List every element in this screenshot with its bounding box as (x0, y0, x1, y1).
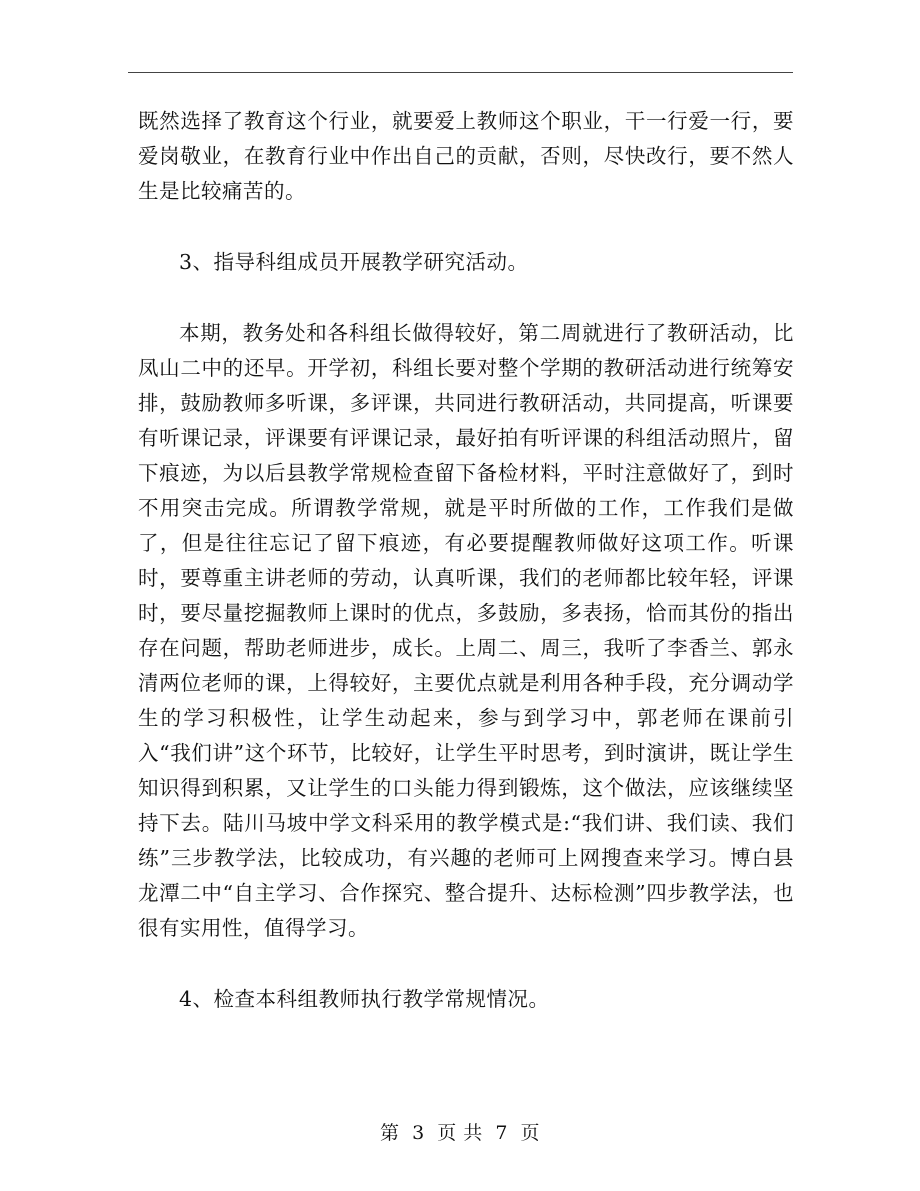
footer-prefix: 第 (380, 1122, 400, 1144)
total-pages-number: 7 (495, 1122, 508, 1144)
document-body (138, 104, 794, 1053)
page-footer (0, 1120, 920, 1146)
footer-middle: 页 共 (437, 1122, 483, 1144)
footer-suffix: 页 (520, 1122, 540, 1144)
section-heading-3: 3、指导科组成员开展教学研究活动。 (179, 250, 529, 274)
current-page-number: 3 (412, 1122, 425, 1144)
section-body-3: 本期，教务处和各科组长做得较好，第二周就进行了教研活动，比凤山二中的还早。开学初，科组长要对整个学期的教研活动进行统筹安排，鼓励教师多听课，多评课，共同进行教研活动，共同提高，听课要有听课记录，评课要有评课记录，最好拍有听评课的科组活动照片，留下痕迹，为以后县教学常规检查留下备检材料，平时注意做好了，到时不用突击完成。所谓教学常规，就是平时所做的工作，工作我们是做了，但是往往忘记了留下痕迹，有必要提醒教师做好这项工作。听课时，要尊重主讲老师的劳动，认真听课，我们的老师都比较年轻，评课时，要尽量挖掘教师上课时的优点，多鼓励，多表扬，恰而其份的指出存在问题，帮助老师进步，成长。上周二、周三，我听了李香兰、郭永清两位老师的课，上得较好，主要优点就是利用各种手段，充分调动学生的学习积极性，让学生动起来，参与到学习中，郭老师在课前引入“我们讲”这个环节，比较好，让学生平时思考，到时演讲，既让学生知识得到积累，又让学生的口头能力得到锻炼，这个做法，应该继续坚持下去。陆川马坡中学文科采用的教学模式是:“我们讲、我们读、我们练”三步教学法，比较成功，有兴趣的老师可上网搜查来学习。博白县龙潭二中“自主学习、合作探究、整合提升、达标检测”四步教学法，也很有实用性，值得学习。 (138, 321, 794, 940)
header-rule (128, 72, 793, 73)
section-heading-4: 4、检查本科组教师执行教学常规情况。 (179, 987, 550, 1011)
continuation-paragraph: 既然选择了教育这个行业，就要爱上教师这个职业，干一行爱一行，要爱岗敬业，在教育行业中作出自己的贡献，否则，尽快改行，要不然人生是比较痛苦的。 (138, 109, 794, 203)
